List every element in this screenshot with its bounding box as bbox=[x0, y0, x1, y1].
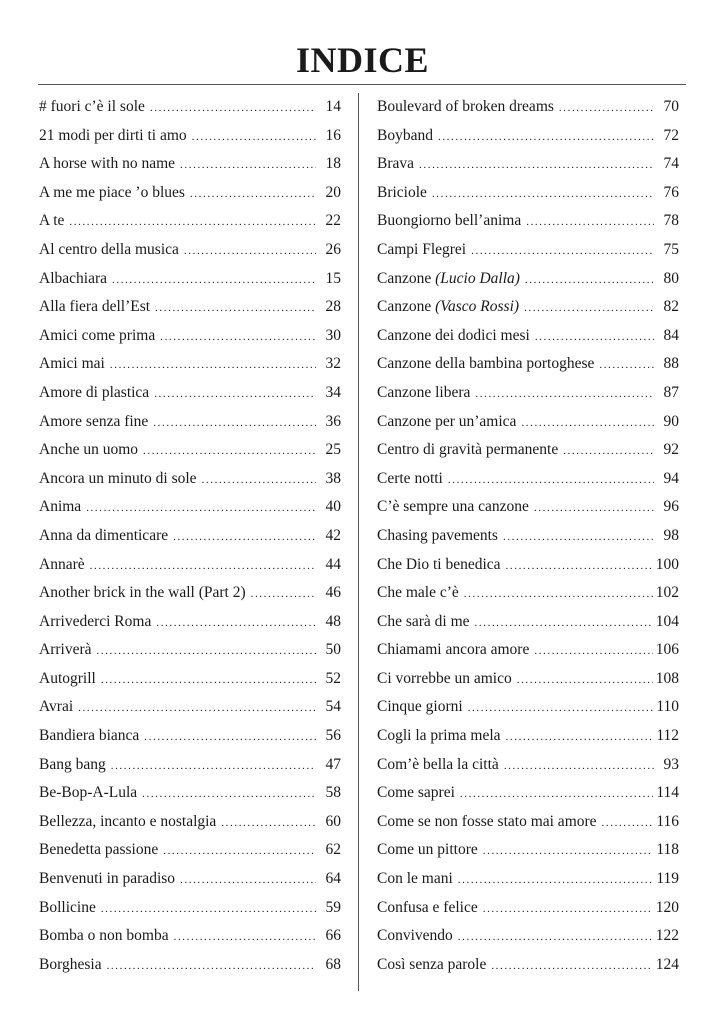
entry-note: (Lucio Dalla) bbox=[435, 269, 520, 287]
index-entry bbox=[377, 236, 679, 265]
index-entry bbox=[377, 722, 679, 751]
index-entry bbox=[39, 808, 341, 837]
entry-title: Arriverà bbox=[39, 641, 92, 659]
entry-title: Anche un uomo bbox=[39, 441, 139, 459]
dot-leader bbox=[163, 837, 316, 866]
entry-page-number: 40 bbox=[325, 498, 341, 516]
index-entry bbox=[39, 551, 341, 580]
index-entry bbox=[377, 808, 679, 837]
entry-title: Autogrill bbox=[39, 669, 96, 687]
entry-title: Annarè bbox=[39, 555, 85, 573]
entry-title: Boulevard of broken dreams bbox=[377, 98, 554, 115]
column-divider bbox=[358, 93, 359, 991]
entry-page-number: 14 bbox=[325, 98, 341, 115]
entry-title: Come un pittore bbox=[377, 841, 478, 859]
entry-title: Buongiorno bell’anima bbox=[377, 212, 522, 230]
entry-page-number: 52 bbox=[325, 669, 341, 687]
entry-page-number: 87 bbox=[663, 383, 679, 401]
dot-leader bbox=[504, 752, 654, 781]
dot-leader bbox=[173, 523, 316, 552]
index-entry bbox=[39, 579, 341, 608]
entry-title: Boyband bbox=[377, 126, 433, 144]
entry-page-number: 30 bbox=[325, 326, 341, 344]
index-entry bbox=[377, 493, 679, 522]
dot-leader bbox=[221, 809, 316, 838]
entry-title: Borghesia bbox=[39, 955, 102, 973]
entry-page-number: 34 bbox=[325, 383, 341, 401]
entry-note: (Vasco Rossi) bbox=[435, 298, 520, 316]
entry-title: Benedetta passione bbox=[39, 841, 159, 859]
index-entry bbox=[377, 894, 679, 923]
entry-page-number: 54 bbox=[325, 698, 341, 716]
entry-page-number: 56 bbox=[325, 727, 341, 745]
dot-leader bbox=[107, 952, 316, 981]
entry-page-number: 15 bbox=[325, 269, 341, 287]
entry-title: Canzone della bambina portoghese bbox=[377, 355, 595, 373]
dot-leader bbox=[491, 952, 652, 981]
entry-title: Come se non fosse stato mai amore bbox=[377, 812, 597, 830]
entry-page-number: 38 bbox=[325, 469, 341, 487]
index-entry bbox=[377, 779, 679, 808]
entry-page-number: 104 bbox=[655, 612, 679, 630]
dot-leader bbox=[86, 494, 316, 523]
index-entry bbox=[377, 379, 679, 408]
index-entry bbox=[377, 951, 679, 980]
dot-leader bbox=[156, 609, 316, 638]
entry-title: Che Dio ti benedica bbox=[377, 555, 501, 573]
entry-page-number: 64 bbox=[325, 870, 341, 888]
dot-leader bbox=[154, 380, 316, 409]
entry-title: Brava bbox=[377, 155, 415, 173]
index-entry bbox=[377, 636, 679, 665]
dot-leader bbox=[468, 694, 654, 723]
dot-leader bbox=[202, 466, 316, 495]
index-entry bbox=[377, 293, 679, 322]
index-entry bbox=[377, 608, 679, 637]
entry-page-number: 82 bbox=[663, 298, 679, 316]
entry-title: Campi Flegrei bbox=[377, 240, 467, 258]
entry-page-number: 118 bbox=[656, 841, 679, 859]
entry-page-number: 60 bbox=[325, 812, 341, 830]
entry-page-number: 112 bbox=[656, 727, 679, 745]
entry-page-number: 93 bbox=[663, 755, 679, 773]
entry-page-number: 120 bbox=[655, 898, 679, 916]
entry-page-number: 16 bbox=[325, 126, 341, 144]
index-entry bbox=[377, 93, 679, 122]
dot-leader bbox=[506, 723, 654, 752]
entry-title: Com’è bella la città bbox=[377, 755, 499, 773]
entry-title: Amici mai bbox=[39, 355, 105, 373]
entry-page-number: 48 bbox=[325, 612, 341, 630]
dot-leader bbox=[525, 266, 654, 295]
index-entry bbox=[39, 636, 341, 665]
entry-title: Bellezza, incanto e nostalgia bbox=[39, 812, 217, 830]
dot-leader bbox=[521, 409, 654, 438]
entry-page-number: 75 bbox=[663, 240, 679, 258]
entry-page-number: 72 bbox=[663, 126, 679, 144]
dot-leader bbox=[111, 752, 316, 781]
entry-page-number: 96 bbox=[663, 498, 679, 516]
dot-leader bbox=[559, 94, 654, 123]
dot-leader bbox=[90, 552, 316, 581]
entry-title: C’è sempre una canzone bbox=[377, 498, 529, 516]
index-entry bbox=[39, 379, 341, 408]
index-entry bbox=[39, 865, 341, 894]
entry-page-number: 25 bbox=[325, 441, 341, 459]
index-entry bbox=[377, 551, 679, 580]
dot-leader bbox=[101, 666, 316, 695]
index-entry bbox=[39, 322, 341, 351]
entry-page-number: 32 bbox=[325, 355, 341, 373]
index-entry bbox=[377, 179, 679, 208]
index-entry bbox=[377, 751, 679, 780]
entry-page-number: 98 bbox=[663, 526, 679, 544]
entry-title: Bomba o non bomba bbox=[39, 927, 169, 945]
index-entry bbox=[377, 322, 679, 351]
entry-title: Canzone (Vasco Rossi) bbox=[377, 298, 520, 316]
index-entry bbox=[377, 579, 679, 608]
entry-title: Amore senza fine bbox=[39, 412, 149, 430]
dot-leader bbox=[475, 609, 653, 638]
entry-page-number: 46 bbox=[325, 584, 341, 602]
entry-page-number: 102 bbox=[655, 584, 679, 602]
entry-page-number: 78 bbox=[663, 212, 679, 230]
dot-leader bbox=[432, 180, 654, 209]
index-entry bbox=[39, 293, 341, 322]
index-entry bbox=[377, 522, 679, 551]
index-entry bbox=[377, 693, 679, 722]
entry-page-number: 18 bbox=[325, 155, 341, 173]
dot-leader bbox=[535, 323, 654, 352]
index-column-left bbox=[39, 93, 341, 979]
dot-leader bbox=[143, 437, 316, 466]
dot-leader bbox=[180, 866, 316, 895]
entry-title: Che male c’è bbox=[377, 584, 459, 602]
dot-leader bbox=[524, 294, 654, 323]
index-entry bbox=[377, 265, 679, 294]
entry-title: 21 modi per dirti ti amo bbox=[39, 126, 187, 144]
entry-title: Bandiera bianca bbox=[39, 727, 140, 745]
entry-title: Chiamami ancora amore bbox=[377, 641, 530, 659]
entry-title: Al centro della musica bbox=[39, 240, 179, 258]
entry-page-number: 80 bbox=[663, 269, 679, 287]
index-entry bbox=[39, 693, 341, 722]
entry-title: A te bbox=[39, 212, 65, 230]
dot-leader bbox=[160, 323, 316, 352]
entry-page-number: 50 bbox=[325, 641, 341, 659]
entry-title: Centro di gravità permanente bbox=[377, 441, 559, 459]
index-entry bbox=[377, 122, 679, 151]
dot-leader bbox=[464, 580, 653, 609]
index-entry bbox=[377, 465, 679, 494]
entry-title: Cogli la prima mela bbox=[377, 727, 501, 745]
entry-title: Ci vorrebbe un amico bbox=[377, 669, 512, 687]
index-entry bbox=[377, 207, 679, 236]
dot-leader bbox=[438, 123, 654, 152]
entry-title: Bollicine bbox=[39, 898, 96, 916]
index-entry bbox=[377, 922, 679, 951]
entry-title: Chasing pavements bbox=[377, 526, 498, 544]
index-entry bbox=[39, 350, 341, 379]
entry-page-number: 94 bbox=[663, 469, 679, 487]
index-entry bbox=[39, 922, 341, 951]
entry-title: Confusa e felice bbox=[377, 898, 478, 916]
dot-leader bbox=[458, 923, 653, 952]
index-entry bbox=[377, 665, 679, 694]
entry-title: Bang bang bbox=[39, 755, 106, 773]
entry-page-number: 114 bbox=[656, 784, 679, 802]
entry-page-number: 68 bbox=[325, 955, 341, 973]
index-entry bbox=[39, 236, 341, 265]
entry-title: Canzone per un’amica bbox=[377, 412, 517, 430]
entry-page-number: 36 bbox=[325, 412, 341, 430]
entry-page-number: 20 bbox=[325, 183, 341, 201]
entry-page-number: 106 bbox=[655, 641, 679, 659]
entry-title: Briciole bbox=[377, 183, 427, 201]
dot-leader bbox=[69, 208, 316, 237]
dot-leader bbox=[483, 895, 653, 924]
dot-leader bbox=[150, 94, 316, 123]
index-entry bbox=[39, 665, 341, 694]
entry-title: Ancora un minuto di sole bbox=[39, 469, 197, 487]
dot-leader bbox=[563, 437, 654, 466]
dot-leader bbox=[599, 351, 654, 380]
entry-page-number: 26 bbox=[325, 240, 341, 258]
entry-page-number: 92 bbox=[663, 441, 679, 459]
dot-leader bbox=[503, 523, 654, 552]
dot-leader bbox=[180, 151, 316, 180]
entry-page-number: 70 bbox=[663, 98, 679, 115]
dot-leader bbox=[97, 637, 317, 666]
entry-page-number: 22 bbox=[325, 212, 341, 230]
dot-leader bbox=[190, 180, 316, 209]
index-entry bbox=[377, 436, 679, 465]
index-entry bbox=[39, 93, 341, 122]
dot-leader bbox=[471, 237, 654, 266]
entry-page-number: 76 bbox=[663, 183, 679, 201]
entry-title: Canzone (Lucio Dalla) bbox=[377, 269, 520, 287]
entry-title: Anima bbox=[39, 498, 82, 516]
entry-page-number: 119 bbox=[656, 870, 679, 888]
entry-title: Be-Bop-A-Lula bbox=[39, 784, 138, 802]
entry-page-number: 110 bbox=[656, 698, 679, 716]
index-entry bbox=[377, 408, 679, 437]
entry-page-number: 84 bbox=[663, 326, 679, 344]
dot-leader bbox=[458, 866, 654, 895]
entry-page-number: 66 bbox=[325, 927, 341, 945]
entry-title: Alla fiera dell’Est bbox=[39, 298, 151, 316]
entry-page-number: 90 bbox=[663, 412, 679, 430]
dot-leader bbox=[184, 237, 316, 266]
entry-title: Amici come prima bbox=[39, 326, 156, 344]
entry-title: Cinque giorni bbox=[377, 698, 463, 716]
title-rule bbox=[38, 84, 686, 85]
index-entry bbox=[39, 436, 341, 465]
index-entry bbox=[39, 408, 341, 437]
entry-page-number: 28 bbox=[325, 298, 341, 316]
dot-leader bbox=[110, 351, 316, 380]
entry-title: Così senza parole bbox=[377, 955, 487, 973]
dot-leader bbox=[534, 494, 654, 523]
dot-leader bbox=[153, 409, 316, 438]
index-entry bbox=[39, 150, 341, 179]
index-entry bbox=[39, 207, 341, 236]
index-entry bbox=[39, 894, 341, 923]
entry-page-number: 108 bbox=[655, 669, 679, 687]
entry-title: Avrai bbox=[39, 698, 74, 716]
entry-page-number: 116 bbox=[656, 812, 679, 830]
entry-page-number: 62 bbox=[325, 841, 341, 859]
dot-leader bbox=[517, 666, 653, 695]
index-entry bbox=[39, 608, 341, 637]
entry-title: Arrivederci Roma bbox=[39, 612, 152, 630]
entry-title: Anna da dimenticare bbox=[39, 526, 169, 544]
dot-leader bbox=[419, 151, 654, 180]
dot-leader bbox=[155, 294, 316, 323]
index-entry bbox=[377, 836, 679, 865]
entry-page-number: 47 bbox=[325, 755, 341, 773]
index-entry bbox=[39, 779, 341, 808]
entry-page-number: 58 bbox=[325, 784, 341, 802]
index-entry bbox=[39, 722, 341, 751]
dot-leader bbox=[448, 466, 654, 495]
entry-title: Che sarà di me bbox=[377, 612, 470, 630]
entry-title: Canzone dei dodici mesi bbox=[377, 326, 530, 344]
entry-page-number: 122 bbox=[655, 927, 679, 945]
entry-page-number: 100 bbox=[655, 555, 679, 573]
index-entry bbox=[39, 265, 341, 294]
entry-page-number: 74 bbox=[663, 155, 679, 173]
entry-title: Albachiara bbox=[39, 269, 107, 287]
index-entry bbox=[39, 522, 341, 551]
dot-leader bbox=[526, 208, 654, 237]
index-entry bbox=[377, 350, 679, 379]
entry-title: Come saprei bbox=[377, 784, 455, 802]
entry-title: # fuori c’è il sole bbox=[39, 98, 145, 115]
index-entry bbox=[39, 836, 341, 865]
index-entry bbox=[39, 122, 341, 151]
entry-title: Another brick in the wall (Part 2) bbox=[39, 584, 246, 602]
entry-page-number: 59 bbox=[325, 898, 341, 916]
index-entry bbox=[377, 150, 679, 179]
index-entry bbox=[39, 179, 341, 208]
entry-title: Amore di plastica bbox=[39, 383, 150, 401]
index-column-right bbox=[377, 93, 679, 979]
dot-leader bbox=[174, 923, 316, 952]
entry-page-number: 44 bbox=[325, 555, 341, 573]
index-entry bbox=[39, 493, 341, 522]
index-entry bbox=[39, 465, 341, 494]
dot-leader bbox=[78, 694, 316, 723]
dot-leader bbox=[534, 637, 652, 666]
index-entry bbox=[39, 751, 341, 780]
dot-leader bbox=[144, 723, 316, 752]
dot-leader bbox=[475, 380, 654, 409]
dot-leader bbox=[460, 780, 653, 809]
entry-title: Con le mani bbox=[377, 870, 453, 888]
entry-title: Certe notti bbox=[377, 469, 443, 487]
dot-leader bbox=[251, 580, 316, 609]
entry-title: A me me piace ’o blues bbox=[39, 183, 185, 201]
dot-leader bbox=[506, 552, 653, 581]
entry-page-number: 42 bbox=[325, 526, 341, 544]
entry-title: Benvenuti in paradiso bbox=[39, 870, 176, 888]
dot-leader bbox=[142, 780, 316, 809]
entry-title: Canzone libera bbox=[377, 383, 471, 401]
entry-title: Convivendo bbox=[377, 927, 453, 945]
entry-page-number: 124 bbox=[655, 955, 679, 973]
page-title: INDICE bbox=[295, 40, 430, 80]
dot-leader bbox=[101, 895, 316, 924]
dot-leader bbox=[112, 266, 316, 295]
entry-page-number: 88 bbox=[663, 355, 679, 373]
index-entry bbox=[377, 865, 679, 894]
dot-leader bbox=[192, 123, 316, 152]
index-entry bbox=[39, 951, 341, 980]
dot-leader bbox=[483, 837, 654, 866]
dot-leader bbox=[602, 809, 654, 838]
entry-title: A horse with no name bbox=[39, 155, 176, 173]
